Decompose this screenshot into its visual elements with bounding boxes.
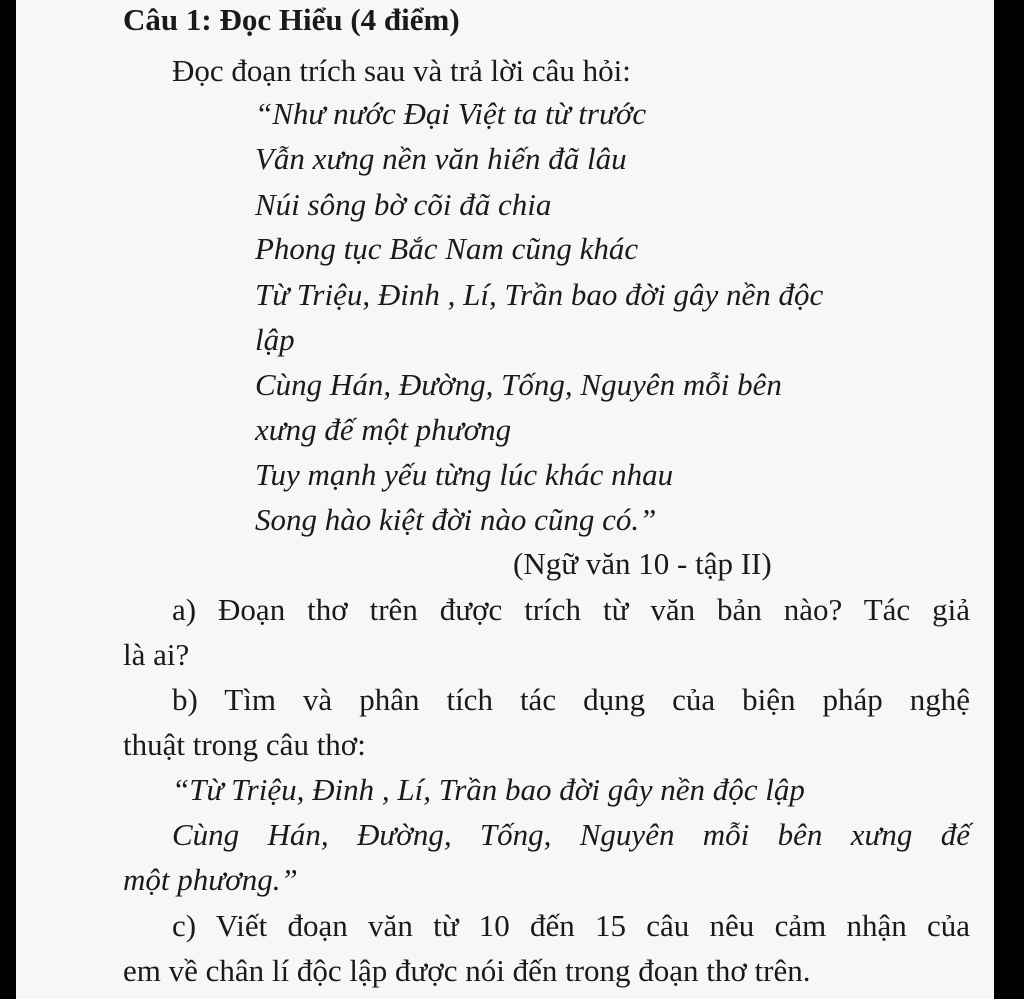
question-title: Câu 1: Đọc Hiểu (4 điểm) bbox=[123, 2, 460, 37]
task-c-line-1: c) Viết đoạn văn từ 10 đến 15 câu nêu cảm nhận của bbox=[172, 908, 970, 943]
poem-line-3: Núi sông bờ cõi đã chia bbox=[255, 187, 552, 222]
task-b-line-2: thuật trong câu thơ: bbox=[123, 727, 366, 762]
poem-line-4: Phong tục Bắc Nam cũng khác bbox=[255, 231, 639, 266]
instruction-text: Đọc đoạn trích sau và trả lời câu hỏi: bbox=[172, 53, 631, 88]
right-black-border bbox=[994, 0, 1024, 999]
task-a-line-2: là ai? bbox=[123, 637, 190, 672]
task-b-quote-2: Cùng Hán, Đường, Tống, Nguyên mỗi bên xưng đế bbox=[172, 817, 970, 852]
left-black-border bbox=[0, 0, 16, 999]
task-a-line-1: a) Đoạn thơ trên được trích từ văn bản nào? Tác giả bbox=[172, 592, 970, 627]
task-b-quote-1: “Từ Triệu, Đinh , Lí, Trần bao đời gây nền độc lập bbox=[172, 772, 805, 807]
poem-line-8: xưng đế một phương bbox=[255, 412, 512, 447]
poem-line-6: lập bbox=[255, 322, 295, 357]
poem-line-5: Từ Triệu, Đinh , Lí, Trần bao đời gây nền độc bbox=[255, 277, 824, 312]
task-b-quote-3: một phương.” bbox=[123, 862, 298, 897]
poem-source: (Ngữ văn 10 - tập II) bbox=[513, 546, 772, 581]
poem-line-1: “Như nước Đại Việt ta từ trước bbox=[255, 96, 647, 131]
task-b-line-1: b) Tìm và phân tích tác dụng của biện pháp nghệ bbox=[172, 682, 970, 717]
poem-line-10: Song hào kiệt đời nào cũng có.” bbox=[255, 502, 657, 537]
task-c-line-2: em về chân lí độc lập được nói đến trong đoạn thơ trên. bbox=[123, 953, 811, 988]
poem-line-7: Cùng Hán, Đường, Tống, Nguyên mỗi bên bbox=[255, 367, 782, 402]
poem-line-2: Vẫn xưng nền văn hiến đã lâu bbox=[255, 141, 627, 176]
poem-line-9: Tuy mạnh yếu từng lúc khác nhau bbox=[255, 457, 674, 492]
